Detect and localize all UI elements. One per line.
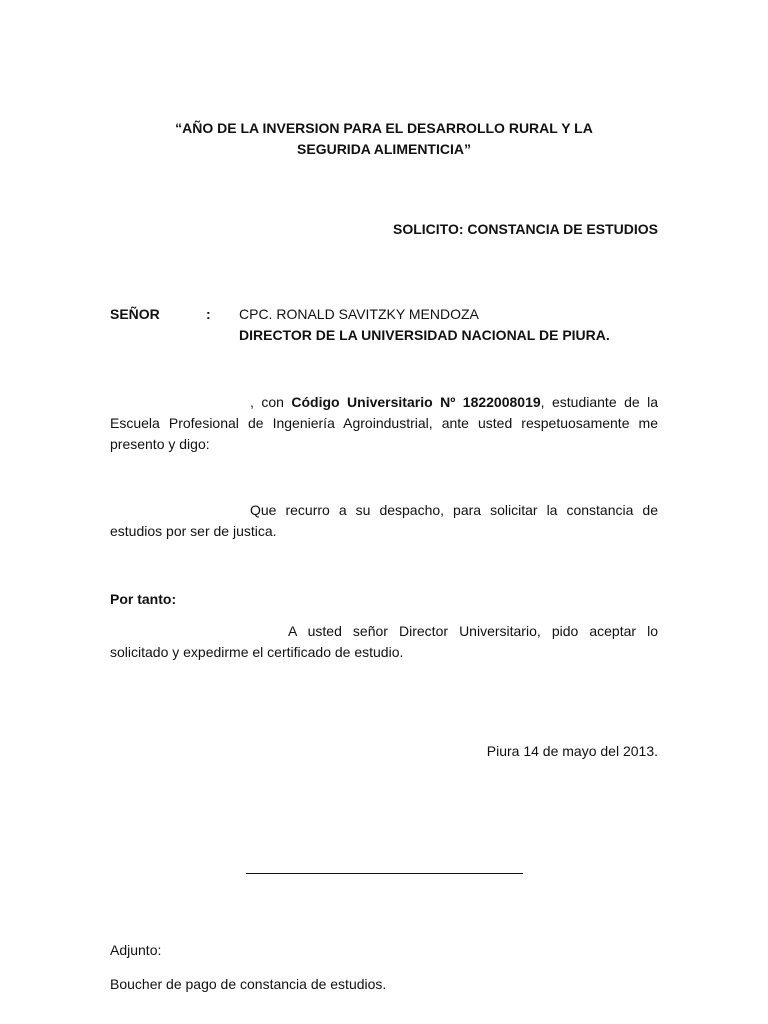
university-code: Código Universitario Nº 1822008019 [291,394,541,410]
title-line-2: SEGURIDA ALIMENTICIA” [297,141,471,157]
addressee-name: CPC. RONALD SAVITZKY MENDOZA [239,306,479,322]
body-paragraph-2 [110,500,658,542]
request-subject: SOLICITO: CONSTANCIA DE ESTUDIOS [393,221,658,237]
addressee-role: DIRECTOR DE LA UNIVERSIDAD NACIONAL DE PIURA. [239,327,610,343]
body-paragraph-3 [110,621,658,663]
body-paragraph-1 [110,392,658,455]
addressee-label: SEÑOR [110,306,160,322]
signature-line [246,873,523,874]
p1-rest: , estudiante de la Escuela Profesional de Ingeniería Agroindustrial, ante usted respetuosamente me presento y digo: [110,394,659,452]
p2-text: Que recurro a su despacho, para solicitar la constancia de estudios por ser de justica. [110,502,658,539]
p3-text: A usted señor Director Universitario, pido aceptar lo solicitado y expedirme el certificado de estudio. [110,623,658,660]
title-line-1: “AÑO DE LA INVERSION PARA EL DESARROLLO RURAL Y LA [175,120,593,136]
p1-prefix: , con [250,394,292,410]
addressee-colon: : [206,306,211,322]
attachments-label: Adjunto: [110,942,162,958]
document-date: Piura 14 de mayo del 2013. [486,743,658,759]
por-tanto-heading: Por tanto: [110,591,177,607]
document-title [110,118,658,160]
attachment-item: Boucher de pago de constancia de estudios. [110,976,387,992]
